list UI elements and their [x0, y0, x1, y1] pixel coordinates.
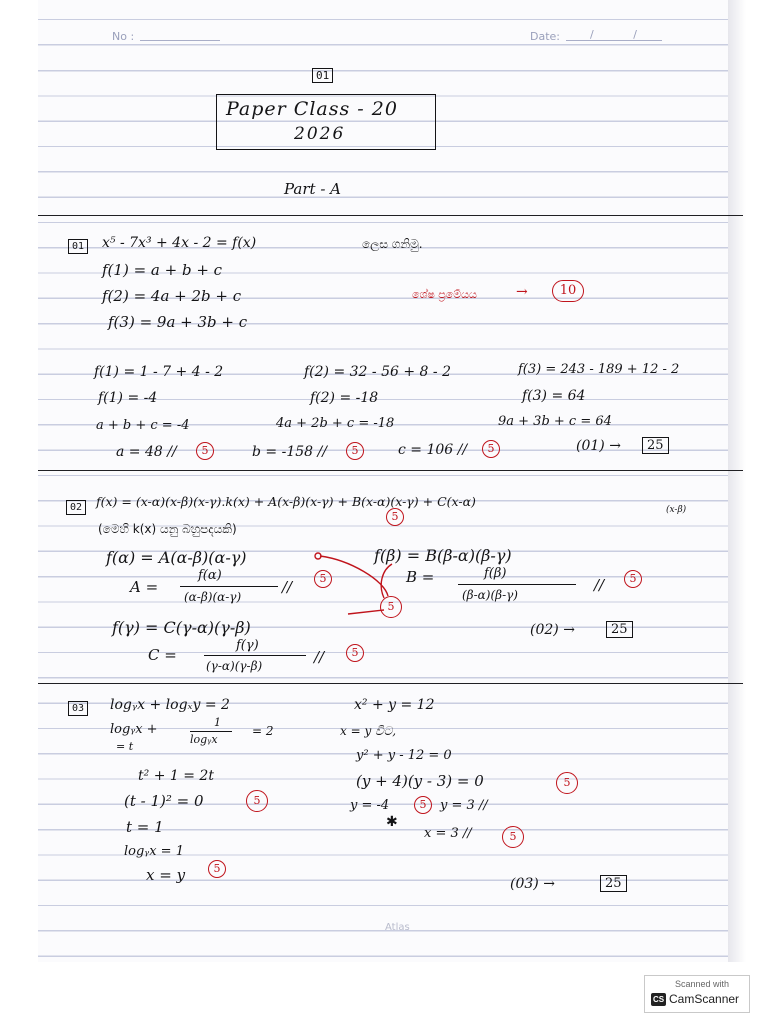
notebook-brand: Atlas	[385, 922, 410, 933]
q3-substitution: = t	[116, 740, 134, 753]
scanned-with-text: Scanned with	[675, 979, 730, 989]
q1-mark-c: 5	[482, 440, 500, 458]
q1-calc-f3: f(3) = 243 - 189 + 12 - 2	[518, 362, 680, 377]
title-line1: Paper Class - 20	[226, 98, 398, 120]
q2-b-lhs: B =	[406, 568, 435, 586]
q3-quadratic: t² + 1 = 2t	[138, 768, 214, 784]
q3-factorised: (y + 4)(y - 3) = 0	[356, 772, 484, 790]
q3-square: (t - 1)² = 0	[124, 792, 204, 810]
q1-f3: f(3) = 9a + 3b + c	[108, 313, 248, 331]
q3-rewrite-rhs: = 2	[252, 724, 274, 738]
q2-f-alpha: f(α) = A(α-β)(α-γ)	[106, 548, 247, 567]
q3-y-quadratic: y² + y - 12 = 0	[356, 748, 452, 763]
q1-total-label: (01) →	[576, 438, 621, 454]
q3-y-root-1: y = -4	[350, 798, 390, 813]
q2-mark-c: 5	[346, 644, 364, 662]
q2-expansion-tail: (x-β)	[666, 505, 687, 515]
q1-calc-f1: f(1) = 1 - 7 + 4 - 2	[94, 364, 224, 380]
q1-mark-b: 5	[346, 442, 364, 460]
q2-b-numerator: f(β)	[484, 566, 507, 581]
q2-c-numerator: f(γ)	[236, 638, 259, 653]
q1-note: ලෙස ගනිමු.	[362, 237, 423, 251]
q3-x-equals-y: x = y	[146, 866, 186, 884]
date-value: / /	[590, 28, 655, 41]
q3-y-root-2: y = 3 //	[440, 798, 488, 813]
q2-a-lhs: A =	[130, 578, 159, 596]
q2-mark-a: 5	[314, 570, 332, 588]
q1-polynomial: x⁵ - 7x³ + 4x - 2 = f(x)	[102, 235, 257, 251]
q3-rejected-mark: ✱	[386, 814, 398, 830]
q3-mark-square: 5	[246, 790, 268, 812]
q2-mark-b: 5	[624, 570, 642, 588]
q1-answer-b: b = -158 //	[252, 444, 327, 460]
q1-eq3: 9a + 3b + c = 64	[498, 414, 612, 429]
q3-frac-bar	[190, 731, 232, 732]
q1-side-score: 10	[552, 280, 584, 302]
q2-mark-shared: 5	[380, 596, 402, 618]
q3-equation: logᵧx + logₓy = 2	[110, 697, 230, 713]
q2-note: (මෙහි k(x) යනු බහුපදයකි)	[98, 522, 237, 536]
q3-x-value: x = 3 //	[424, 826, 472, 841]
q3-mark-xy: 5	[208, 860, 226, 878]
q2-c-slashes: //	[314, 648, 325, 666]
q2-c-lhs: C =	[148, 646, 177, 664]
q2-expansion: f(x) = (x-α)(x-β)(x-γ).k(x) + A(x-β)(x-γ) + B(x-α)(x-γ) + C(x-α)	[96, 494, 476, 509]
question-number: 02	[66, 500, 86, 515]
q3-rewrite: logᵧx +	[110, 722, 158, 737]
q1-total: 25	[642, 437, 669, 453]
question-number: 01	[68, 239, 88, 254]
q3-mark-roots: 5	[414, 796, 432, 814]
section-rule	[38, 683, 743, 684]
q3-system: x² + y = 12	[354, 697, 435, 713]
q1-mark-a: 5	[196, 442, 214, 460]
no-label: No :	[112, 30, 135, 43]
q1-res-f3: f(3) = 64	[522, 388, 586, 404]
q3-total-label: (03) →	[510, 876, 555, 892]
camscanner-logo-icon: CS	[652, 995, 665, 1004]
q2-b-slashes: //	[594, 576, 605, 594]
q2-b-denominator: (β-α)(β-γ)	[462, 588, 518, 602]
page-number: 01	[312, 68, 333, 83]
q1-f1: f(1) = a + b + c	[102, 261, 223, 279]
camscanner-watermark	[644, 975, 750, 1013]
q2-total: 25	[606, 621, 633, 637]
q1-eq1: a + b + c = -4	[96, 418, 190, 433]
q1-calc-f2: f(2) = 32 - 56 + 8 - 2	[304, 364, 451, 380]
q2-a-numerator: f(α)	[198, 568, 222, 583]
q1-side-note: ශේෂ ප්‍රමේයය	[412, 288, 477, 301]
q2-a-slashes: //	[282, 578, 293, 596]
q3-mark-x: 5	[502, 826, 524, 848]
q2-f-beta: f(β) = B(β-α)(β-γ)	[374, 546, 512, 565]
q2-c-denominator: (γ-α)(γ-β)	[206, 659, 263, 673]
q1-res-f1: f(1) = -4	[98, 390, 158, 406]
date-label: Date:	[530, 30, 560, 43]
title-year: 2026	[294, 124, 346, 144]
q3-t-value: t = 1	[126, 818, 164, 836]
q2-a-denominator: (α-β)(α-γ)	[184, 590, 242, 604]
q3-total: 25	[600, 875, 627, 891]
part-heading: Part - A	[284, 180, 341, 198]
q1-res-f2: f(2) = -18	[310, 390, 379, 406]
q1-f2: f(2) = 4a + 2b + c	[102, 287, 242, 305]
camscanner-name: CamScanner	[669, 992, 740, 1006]
q2-f-gamma: f(γ) = C(γ-α)(γ-β)	[112, 618, 251, 637]
q3-frac-den: logᵧx	[190, 733, 218, 746]
question-number: 03	[68, 701, 88, 716]
q3-mark-factorised: 5	[556, 772, 578, 794]
q1-answer-c: c = 106 //	[398, 442, 468, 458]
q1-answer-a: a = 48 //	[116, 444, 177, 460]
q3-frac-num: 1	[214, 716, 221, 729]
q2-mark-expansion: 5	[386, 508, 404, 526]
q3-log-value: logᵧx = 1	[124, 844, 184, 859]
q1-arrow: →	[516, 284, 528, 300]
q1-eq2: 4a + 2b + c = -18	[276, 416, 395, 431]
q2-total-label: (02) →	[530, 622, 575, 638]
q3-when: x = y විට,	[340, 724, 397, 738]
